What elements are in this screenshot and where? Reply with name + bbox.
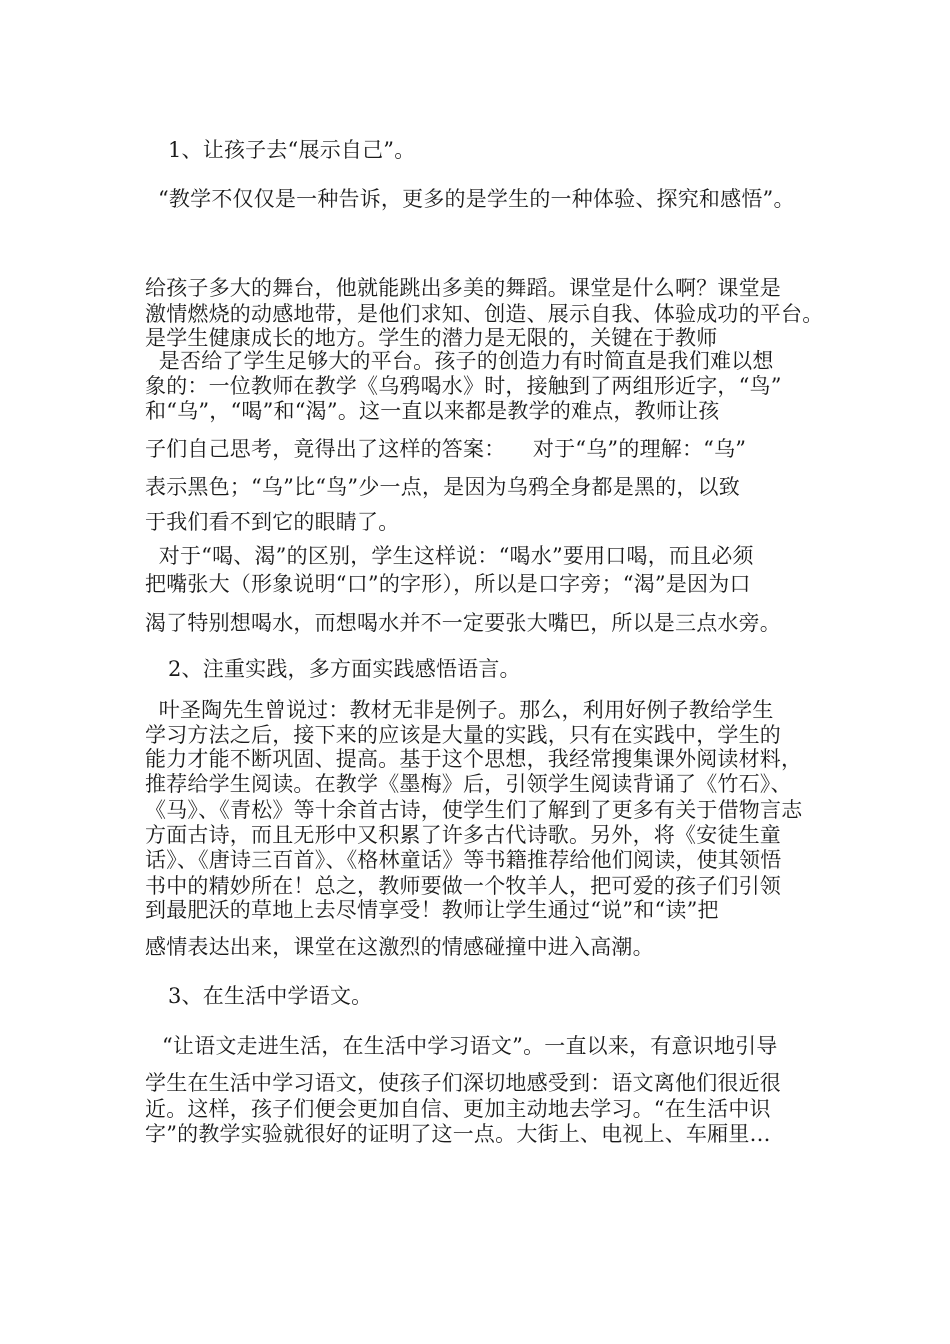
paragraph-line: 字”的教学实验就很好的证明了这一点。大街上、电视上、车厢里… — [145, 1122, 771, 1146]
paragraph-line: 象的：一位教师在教学《乌鸦喝水》时，接触到了两组形近字，“鸟” — [145, 374, 782, 398]
paragraph-line: 激情燃烧的动感地带，是他们求知、创造、展示自我、体验成功的平台。 — [145, 302, 824, 326]
paragraph-line: 子们自己思考，竟得出了这样的答案： 对于“乌”的理解：“乌” — [145, 437, 747, 461]
paragraph-line: 于我们看不到它的眼睛了。 — [145, 510, 400, 534]
paragraph-line: 学生在生活中学习语文，使孩子们深切地感受到：语文离他们很近很 — [145, 1071, 781, 1095]
paragraph-line: 感情表达出来，课堂在这激烈的情感碰撞中进入高潮。 — [145, 935, 654, 959]
paragraph-line: 和“乌”，“喝”和“渴”。这一直以来都是教学的难点，教师让孩 — [145, 399, 720, 423]
paragraph-line: 到最肥沃的草地上去尽情享受！教师让学生通过“说”和“读”把 — [145, 898, 719, 922]
paragraph-line: 话》、《唐诗三百首》、《格林童话》等书籍推荐给他们阅读，使其领悟 — [145, 848, 782, 872]
paragraph-line: 把嘴张大（形象说明“口”的字形），所以是口字旁；“渴”是因为口 — [145, 572, 751, 596]
paragraph-line: 《马》、《青松》等十余首古诗，使学生们了解到了更多有关于借物言志 — [145, 798, 803, 822]
paragraph-line: 是否给了学生足够大的平台。孩子的创造力有时简直是我们难以想 — [145, 349, 774, 373]
paragraph-line: 近。这样，孩子们便会更加自信、更加主动地去学习。“在生活中识 — [145, 1097, 771, 1121]
paragraph-line: 给孩子多大的舞台，他就能跳出多美的舞蹈。课堂是什么啊？课堂是 — [145, 276, 781, 300]
paragraph-line: 书中的精妙所在！总之，教师要做一个牧羊人，把可爱的孩子们引领 — [145, 874, 781, 898]
paragraph-line: 渴了特别想喝水，而想喝水并不一定要张大嘴巴，所以是三点水旁。 — [145, 611, 781, 635]
paragraph-line: 对于“喝、渴”的区别，学生这样说：“喝水”要用口喝，而且必须 — [145, 544, 754, 568]
section-heading-3: 3、在生活中学语文。 — [168, 984, 373, 1008]
paragraph-line: 能力才能不断巩固、提高。基于这个思想，我经常搜集课外阅读材料， — [145, 747, 803, 771]
paragraph-line: 是学生健康成长的地方。学生的潜力是无限的，关键在于教师 — [145, 326, 718, 350]
paragraph-line: 推荐给学生阅读。在教学《墨梅》后，引领学生阅读背诵了《竹石》、 — [145, 772, 792, 796]
paragraph-line: 学习方法之后，接下来的应该是大量的实践，只有在实践中，学生的 — [145, 723, 781, 747]
paragraph-line: “教学不仅仅是一种告诉，更多的是学生的一种体验、探究和感悟”。 — [158, 187, 795, 211]
paragraph-line: “让语文走进生活，在生活中学习语文”。一直以来，有意识地引导 — [162, 1034, 778, 1058]
section-heading-1: 1、让孩子去“展示自己”。 — [168, 138, 416, 162]
paragraph-line: 方面古诗，而且无形中又积累了许多古代诗歌。另外，将《安徒生童 — [145, 823, 781, 847]
paragraph-line: 表示黑色；“乌”比“鸟”少一点，是因为乌鸦全身都是黑的，以致 — [145, 475, 740, 499]
section-heading-2: 2、注重实践，多方面实践感悟语言。 — [168, 657, 521, 681]
paragraph-line: 叶圣陶先生曾说过：教材无非是例子。那么，利用好例子教给学生 — [145, 698, 774, 722]
